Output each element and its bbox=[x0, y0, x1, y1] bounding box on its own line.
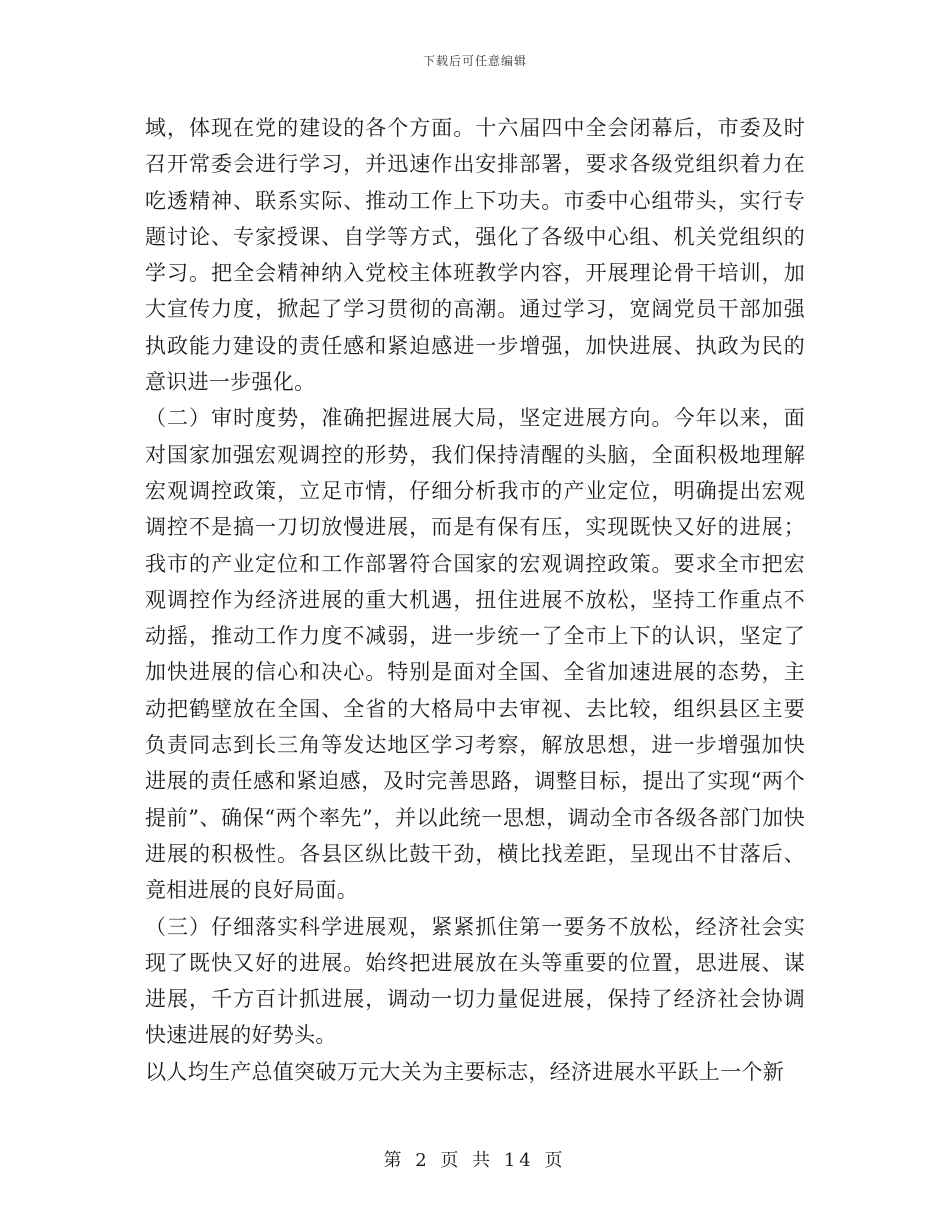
paragraph-2: （二）审时度势，准确把握进展大局，坚定进展方向。今年以来，面对国家加强宏观调控的形势，我们保持清醒的头脑，全面积极地理解宏观调控政策，立足市情，仔细分析我市的产业定位，明确提出宏观调控不是搞一刀切放慢进展，而是有保有压，实现既快又好的进展；我市的产业定位和工作部署符合国家的宏观调控政策。要求全市把宏观调控作为经济进展的重大机遇，扭住进展不放松，坚持工作重点不动摇，推动工作力度不减弱，进一步统一了全市上下的认识，坚定了加快进展的信心和决心。特别是面对全国、全省加速进展的态势，主动把鹤壁放在全国、全省的大格局中去审视、去比较，组织县区主要负责同志到长三角等发达地区学习考察，解放思想，进一步增强加快进展的责任感和紧迫感，及时完善思路，调整目标，提出了实现“两个提前”、确保“两个率先”，并以此统一思想，调动全市各级各部门加快进展的积极性。各县区纵比鼓干劲，横比找差距，呈现出不甘落后、竟相进展的良好局面。 bbox=[145, 406, 805, 903]
paragraph-1: 域，体现在党的建设的各个方面。十六届四中全会闭幕后，市委及时召开常委会进行学习，并迅速作出安排部署，要求各级党组织着力在吃透精神、联系实际、推动工作上下功夫。市委中心组带头，实行专题讨论、专家授课、自学等方式，强化了各级中心组、机关党组织的学习。把全会精神纳入党校主体班教学内容，开展理论骨干培训，加大宣传力度，掀起了学习贯彻的高潮。通过学习，宽阔党员干部加强执政能力建设的责任感和紧迫感进一步增强，加快进展、执政为民的意识进一步强化。 bbox=[145, 116, 805, 395]
paragraph-4: 以人均生产总值突破万元大关为主要标志，经济进展水平跃上一个新 bbox=[145, 1059, 784, 1084]
paragraph-3: （三）仔细落实科学进展观，紧紧抓住第一要务不放松，经济社会实现了既快又好的进展。始终把进展放在头等重要的位置，思进展、谋进展，千方百计抓进展，调动一切力量促进展，保持了经济社会协调快速进展的好势头。 bbox=[145, 914, 805, 1048]
page-number-footer: 第 2 页 共 14 页 bbox=[383, 1150, 567, 1171]
document-body bbox=[145, 110, 805, 1090]
page-header: 下载后可任意编辑 bbox=[422, 54, 527, 68]
